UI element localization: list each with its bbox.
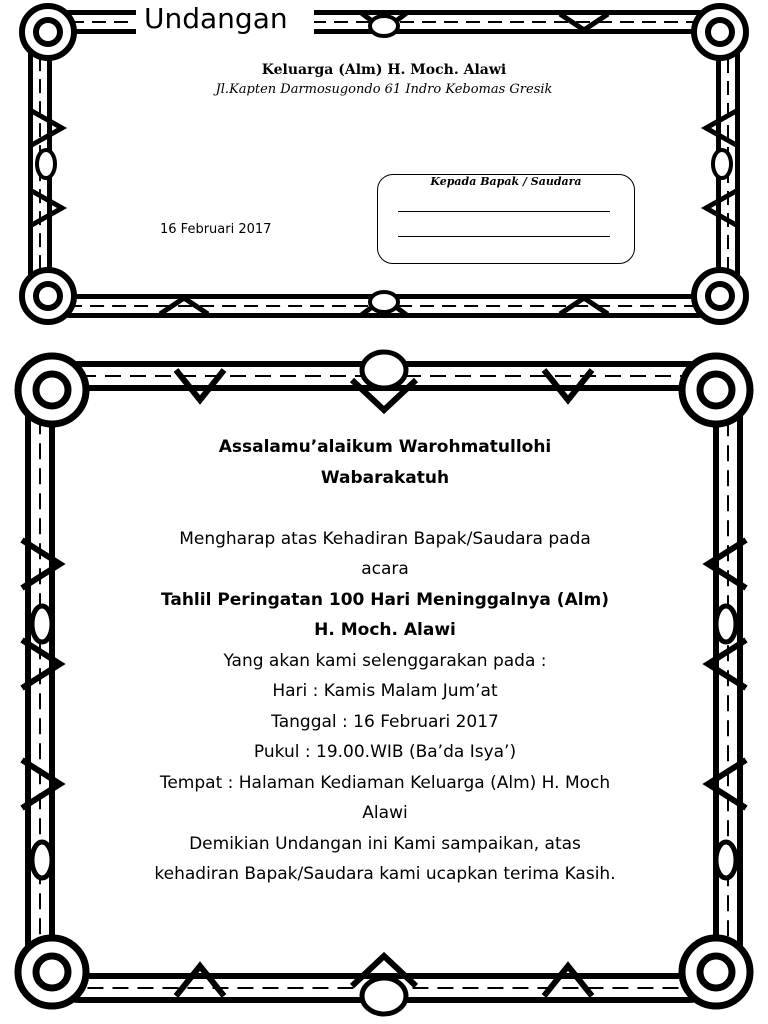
closing-line-1: Demikian Undangan ini Kami sampaikan, atas: [189, 833, 581, 854]
recipient-title: Kepada Bapak / Saudara: [430, 175, 582, 188]
recipient-line-1: [398, 211, 610, 212]
event-date: Tanggal : 16 Februari 2017: [271, 711, 499, 732]
event-time: Pukul : 19.00.WIB (Ba’da Isya’): [253, 742, 517, 762]
greeting-line-1: Assalamu’alaikum Warohmatullohi: [218, 437, 552, 457]
invitation-card: [0, 340, 768, 1024]
intro-line-2: acara: [361, 559, 409, 579]
recipient-box: [377, 174, 635, 264]
invitation-body: [90, 432, 680, 890]
blank-line: [90, 493, 680, 524]
celtic-border-top: [0, 0, 768, 330]
event-place-2: Alawi: [362, 803, 408, 823]
envelope-card: [0, 0, 768, 330]
event-place-1: Tempat : Halaman Kediaman Keluarga (Alm) H. Moch: [159, 772, 611, 793]
event-day: Hari : Kamis Malam Jum’at: [272, 681, 498, 701]
undangan-label: Undangan: [136, 0, 314, 40]
event-line-2: H. Moch. Alawi: [314, 620, 456, 640]
schedule-intro: Yang akan kami selenggarakan pada :: [223, 650, 547, 671]
event-line-1: Tahlil Peringatan 100 Hari Meninggalnya (Alm): [160, 589, 610, 610]
greeting-line-2: Wabarakatuh: [320, 467, 450, 488]
recipient-line-2: [398, 236, 610, 237]
family-address: Jl.Kapten Darmosugondo 61 Indro Kebomas Gresik: [215, 82, 553, 97]
closing-line-2: kehadiran Bapak/Saudara kami ucapkan terima Kasih.: [154, 864, 616, 884]
intro-line-1: Mengharap atas Kehadiran Bapak/Saudara pada: [179, 528, 591, 549]
family-name: Keluarga (Alm) H. Moch. Alawi: [261, 62, 507, 78]
envelope-date: 16 Februari 2017: [160, 222, 272, 237]
